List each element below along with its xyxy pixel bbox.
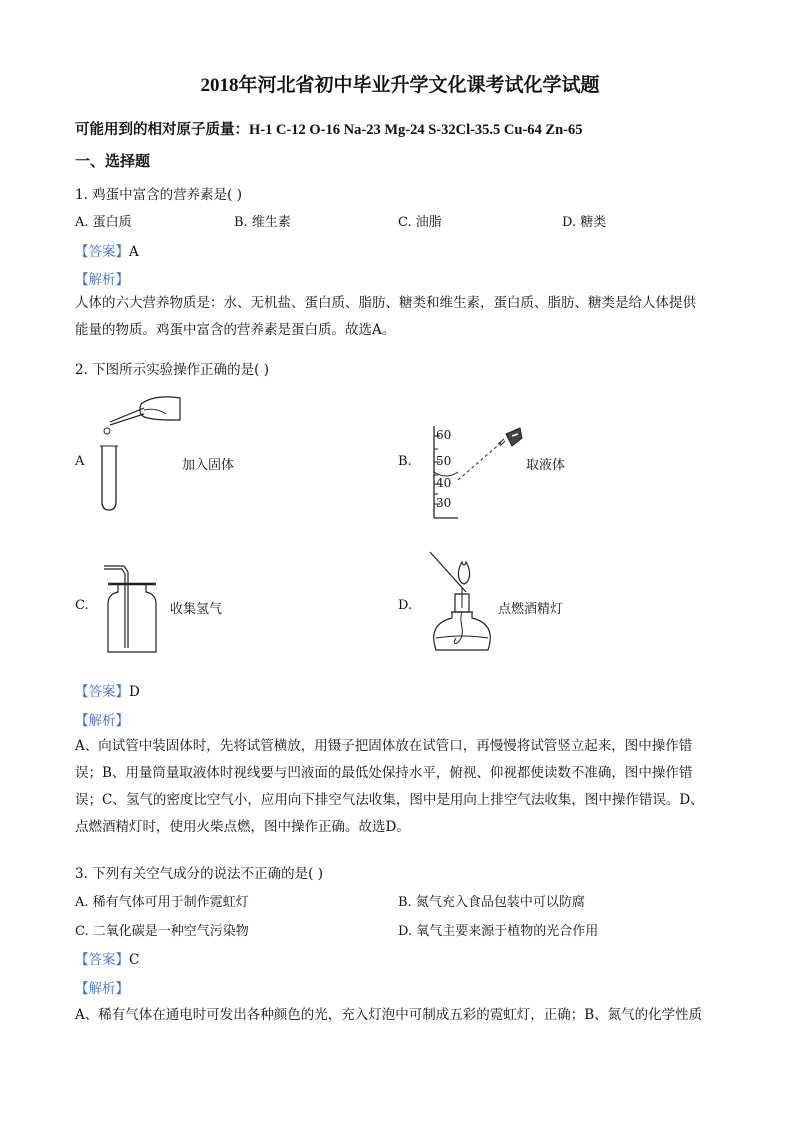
q3-answer-value: C — [129, 952, 140, 968]
answer-tag: 【答案】 — [75, 244, 129, 260]
q2-stem: 2. 下图所示实验操作正确的是( ) — [75, 362, 269, 378]
atomic-masses: 可能用到的相对原子质量：H-1 C-12 O-16 Na-23 Mg-24 S-32Cl-35.5 Cu-64 Zn-65 — [75, 122, 583, 138]
figure-a-letter: A — [75, 454, 85, 469]
q2-answer — [75, 680, 140, 700]
cylinder-tick-40: 40 — [436, 476, 452, 490]
cylinder-tick-50: 50 — [436, 454, 452, 468]
q3-stem: 3. 下列有关空气成分的说法不正确的是( ) — [75, 866, 323, 882]
alcohol-lamp-figure — [422, 548, 502, 658]
q3-option-a[interactable]: A. 稀有气体可用于制作霓虹灯 — [75, 895, 249, 910]
q1-stem: 1. 鸡蛋中富含的营养素是( ) — [75, 187, 242, 203]
analysis-line: A、稀有气体在通电时可发出各种颜色的光，充入灯泡中可制成五彩的霓虹灯，正确；B、氮气的化学性质 — [75, 1007, 703, 1023]
figure-c-letter: C. — [75, 598, 89, 613]
analysis-line: 误；C、氢气的密度比空气小，应用向下排空气法收集，图中是用向上排空气法收集，图中操作错误。D、 — [75, 792, 704, 808]
q1-option-b[interactable]: B. 维生素 — [234, 215, 291, 230]
section-heading: 一、选择题 — [75, 152, 151, 170]
q2-analysis-tag: 【解析】 — [75, 713, 129, 729]
figure-b-letter: B. — [398, 454, 412, 469]
tweezers-test-tube-figure — [96, 390, 186, 515]
figure-d-letter: D. — [398, 598, 413, 613]
figure-d-caption: 点燃酒精灯 — [498, 602, 564, 617]
q1-option-c[interactable]: C. 油脂 — [398, 215, 442, 230]
q3-answer — [75, 948, 139, 968]
q1-answer-value: A — [129, 244, 139, 260]
q1-analysis — [75, 290, 725, 344]
figure-a-caption: 加入固体 — [182, 458, 235, 473]
q3-option-c[interactable]: C. 二氧化碳是一种空气污染物 — [75, 924, 249, 939]
q3-analysis — [75, 1002, 725, 1029]
figure-b-caption: 取液体 — [526, 458, 566, 473]
q1-answer — [75, 240, 139, 260]
q2-answer-value: D — [129, 684, 140, 700]
analysis-line: A、向试管中装固体时，先将试管横放，用镊子把固体放在试管口，再慢慢将试管竖立起来，图中操作错 — [75, 738, 693, 754]
q3-option-d[interactable]: D. 氧气主要来源于植物的光合作用 — [398, 924, 599, 939]
q1-analysis-tag: 【解析】 — [75, 272, 129, 288]
cylinder-tick-60: 60 — [436, 428, 452, 442]
cylinder-tick-30: 30 — [436, 496, 452, 510]
analysis-line: 能量的物质。鸡蛋中富含的营养素是蛋白质。故选A。 — [75, 322, 396, 338]
q2-analysis — [75, 733, 725, 841]
analysis-line: 点燃酒精灯时，使用火柴点燃，图中操作正确。故选D。 — [75, 819, 410, 835]
figure-c-caption: 收集氢气 — [170, 602, 223, 617]
gas-collection-figure — [100, 560, 170, 655]
q1-option-d[interactable]: D. 糖类 — [562, 215, 607, 230]
answer-tag: 【答案】 — [75, 684, 129, 700]
q3-option-b[interactable]: B. 氮气充入食品包装中可以防腐 — [398, 895, 585, 910]
analysis-line: 误；B、用量筒量取液体时视线要与凹液面的最低处保持水平，俯视、仰视都使读数不准确，图中操作错 — [75, 765, 693, 781]
answer-tag: 【答案】 — [75, 952, 129, 968]
q3-analysis-tag: 【解析】 — [75, 981, 129, 997]
analysis-line: 人体的六大营养物质是：水、无机盐、蛋白质、脂肪、糖类和维生素，蛋白质、脂肪、糖类是给人体提供 — [75, 295, 696, 311]
page-title: 2018年河北省初中毕业升学文化课考试化学试题 — [200, 75, 600, 96]
q1-option-a[interactable]: A. 蛋白质 — [75, 215, 132, 230]
